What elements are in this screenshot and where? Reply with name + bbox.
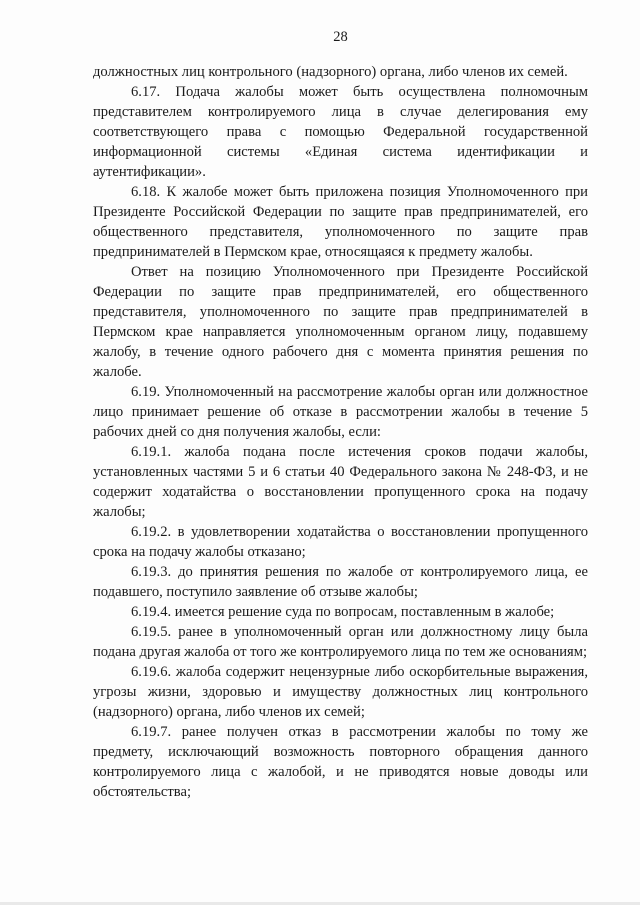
page-number: 28: [333, 29, 348, 45]
document-body: [93, 62, 588, 802]
paragraph-6-19-2: 6.19.2. в удовлетворении ходатайства о восстановлении пропущенного срока на подачу жалобы отказано;: [93, 524, 588, 560]
paragraph-6-19-7: 6.19.7. ранее получен отказ в рассмотрении жалобы по тому же предмету, исключающий возможность повторного обращения данного контролируемого лица с жалобой, и не приводятся новые доводы или обстоятельства;: [93, 724, 588, 800]
paragraph-6-17: 6.17. Подача жалобы может быть осуществлена полномочным представителем контролируемого лица в случае делегирования ему соответствующего права с помощью Федеральной государственной информационной системы «Единая система идентификации и аутентификации».: [93, 84, 588, 180]
paragraph-6-19-5: 6.19.5. ранее в уполномоченный орган или должностному лицу была подана другая жалоба от того же контролируемого лица по тем же основаниям;: [93, 624, 588, 660]
paragraph-continuation: должностных лиц контрольного (надзорного) органа, либо членов их семей.: [93, 64, 568, 80]
paragraph-6-18: 6.18. К жалобе может быть приложена позиция Уполномоченного при Президенте Российской Федерации по защите прав предпринимателей, его общественного представителя, уполномоченного по защите прав предпринимателей в Пермском крае, относящаяся к предмету жалобы.: [93, 184, 588, 260]
paragraph-6-19-6: 6.19.6. жалоба содержит нецензурные либо оскорбительные выражения, угрозы жизни, здоровью и имуществу должностных лиц контрольного (надзорного) органа, либо членов их семей;: [93, 664, 588, 720]
paragraph-6-19-1: 6.19.1. жалоба подана после истечения сроков подачи жалобы, установленных частями 5 и 6 статьи 40 Федерального закона № 248-ФЗ, и не содержит ходатайства о восстановлении пропущенного срока на подачу жалобы;: [93, 444, 588, 520]
paragraph-6-19: 6.19. Уполномоченный на рассмотрение жалобы орган или должностное лицо принимает решение об отказе в рассмотрении жалобы в течение 5 рабочих дней со дня получения жалобы, если:: [93, 384, 588, 440]
paragraph-6-19-3: 6.19.3. до принятия решения по жалобе от контролируемого лица, ее подавшего, поступило заявление об отзыве жалобы;: [93, 564, 588, 600]
paragraph-response-to-position: Ответ на позицию Уполномоченного при Президенте Российской Федерации по защите прав предпринимателей, его общественного представителя, уполномоченного по защите прав предпринимателей в Пермском крае направляется уполномоченным органом лицу, подавшему жалобу, в течение одного рабочего дня с момента принятия решения по жалобе.: [93, 264, 588, 380]
paragraph-6-19-4: 6.19.4. имеется решение суда по вопросам, поставленным в жалобе;: [131, 604, 555, 620]
